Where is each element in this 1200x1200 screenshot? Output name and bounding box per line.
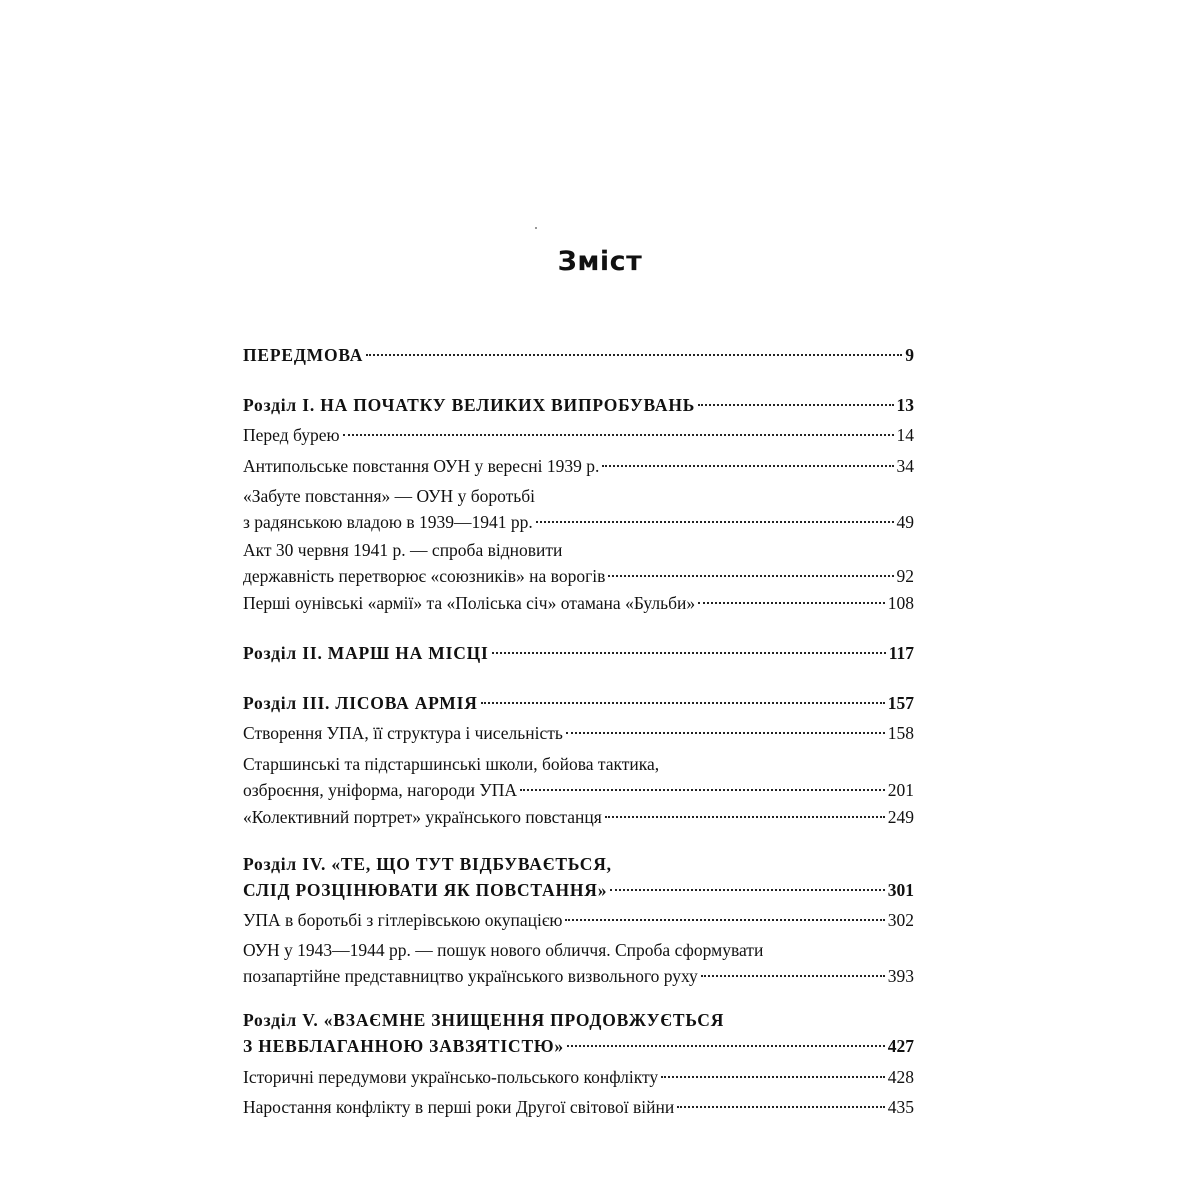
toc-entry-section[interactable] — [243, 804, 914, 830]
toc-page-number: 92 — [896, 566, 914, 586]
toc-page-number: 9 — [905, 345, 914, 365]
toc-entry-chapter-5[interactable] — [243, 1007, 914, 1059]
toc-page-number: 14 — [896, 425, 914, 445]
toc-entry-chapter-1[interactable] — [243, 392, 914, 418]
toc-entry-label: Історичні передумови українсько-польського конфлікту — [243, 1067, 659, 1087]
toc-page-number: 157 — [887, 693, 914, 713]
toc-entry-label: Наростання конфлікту в перші роки Другої світової війни — [243, 1097, 675, 1117]
dot-leader — [608, 575, 893, 577]
toc-page-number: 428 — [887, 1067, 914, 1087]
dot-leader — [677, 1106, 884, 1108]
toc-entry-label-line: ОУН у 1943—1944 рр. — пошук нового обличчя. Спроба сформувати — [243, 940, 764, 960]
toc-page-number: 158 — [887, 723, 914, 743]
dot-leader — [565, 919, 884, 921]
toc-entry-label: ПЕРЕДМОВА — [243, 345, 364, 365]
page-title: Зміст — [557, 246, 643, 277]
toc-page-number: 301 — [887, 880, 914, 900]
toc-entry-label: з радянською владою в 1939—1941 рр. — [243, 512, 533, 532]
dot-leader — [602, 465, 893, 467]
toc-entry-label-line: Розділ IV. «ТЕ, ЩО ТУТ ВІДБУВАЄТЬСЯ, — [243, 854, 612, 874]
toc-page-number: 393 — [887, 966, 914, 986]
toc-entry-section[interactable] — [243, 537, 914, 589]
toc-entry-label: Перед бурею — [243, 425, 340, 445]
toc-entry-label: УПА в боротьбі з гітлерівською окупацією — [243, 910, 563, 930]
toc-page-number: 427 — [887, 1036, 914, 1056]
dot-leader — [481, 702, 885, 704]
toc-page-number: 34 — [896, 456, 914, 476]
toc-entry-label: Розділ II. МАРШ НА МІСЦІ — [243, 643, 489, 663]
dot-leader — [520, 789, 885, 791]
toc-entry-chapter-3[interactable] — [243, 690, 914, 716]
dot-leader — [605, 816, 885, 818]
toc-entry-preface[interactable] — [243, 342, 914, 368]
toc-entry-label: З НЕВБЛАГАННОЮ ЗАВЗЯТІСТЮ» — [243, 1036, 564, 1056]
toc-entry-label: «Колективний портрет» українського повстанця — [243, 807, 602, 827]
toc-entry-label: Антипольське повстання ОУН у вересні 1939 р. — [243, 456, 600, 476]
dot-leader — [536, 521, 894, 523]
toc-entry-chapter-4[interactable] — [243, 851, 914, 903]
toc-entry-label-line: «Забуте повстання» — ОУН у боротьбі — [243, 486, 536, 506]
toc-page-number: 302 — [887, 910, 914, 930]
toc-entry-label: озброєння, уніформа, нагороди УПА — [243, 780, 518, 800]
toc-entry-label: Розділ III. ЛІСОВА АРМІЯ — [243, 693, 478, 713]
toc-entry-label: позапартійне представництво українського визвольного руху — [243, 966, 698, 986]
toc-entry-section[interactable] — [243, 1094, 914, 1120]
toc-entry-section[interactable] — [243, 1064, 914, 1090]
dot-leader — [567, 1045, 885, 1047]
toc-page-number: 108 — [887, 593, 914, 613]
toc-entry-label: Розділ I. НА ПОЧАТКУ ВЕЛИКИХ ВИПРОБУВАНЬ — [243, 395, 696, 415]
toc-entry-section[interactable] — [243, 590, 914, 616]
print-speck — [535, 227, 537, 229]
toc-page-number: 435 — [887, 1097, 914, 1117]
toc-entry-label: СЛІД РОЗЦІНЮВАТИ ЯК ПОВСТАННЯ» — [243, 880, 608, 900]
dot-leader — [566, 732, 885, 734]
dot-leader — [698, 602, 885, 604]
toc-entry-label-line: Розділ V. «ВЗАЄМНЕ ЗНИЩЕННЯ ПРОДОВЖУЄТЬСЯ — [243, 1010, 725, 1030]
toc-page-number: 49 — [896, 512, 914, 532]
toc-entry-label: Перші оунівські «армії» та «Поліська січ» отамана «Бульби» — [243, 593, 696, 613]
toc-entry-section[interactable] — [243, 453, 914, 479]
toc-entry-section[interactable] — [243, 483, 914, 535]
toc-page-number: 117 — [888, 643, 914, 663]
toc-page-number: 13 — [896, 395, 914, 415]
dot-leader — [366, 354, 902, 356]
dot-leader — [343, 434, 894, 436]
toc-entry-label: Створення УПА, її структура і чисельність — [243, 723, 563, 743]
toc-page-number: 201 — [887, 780, 914, 800]
toc-entry-section[interactable] — [243, 907, 914, 933]
toc-entry-section[interactable] — [243, 422, 914, 448]
toc-entry-section[interactable] — [243, 751, 914, 803]
dot-leader — [698, 404, 893, 406]
dot-leader — [661, 1076, 885, 1078]
toc-entry-section[interactable] — [243, 937, 914, 989]
dot-leader — [610, 889, 884, 891]
dot-leader — [701, 975, 885, 977]
toc-entry-label-line: Акт 30 червня 1941 р. — спроба відновити — [243, 540, 563, 560]
toc-entry-label: державність перетворює «союзників» на ворогів — [243, 566, 606, 586]
dot-leader — [492, 652, 886, 654]
toc-page-number: 249 — [887, 807, 914, 827]
toc-entry-chapter-2[interactable] — [243, 640, 914, 666]
toc-entry-section[interactable] — [243, 720, 914, 746]
toc-entry-label-line: Старшинські та підстаршинські школи, бойова тактика, — [243, 754, 660, 774]
